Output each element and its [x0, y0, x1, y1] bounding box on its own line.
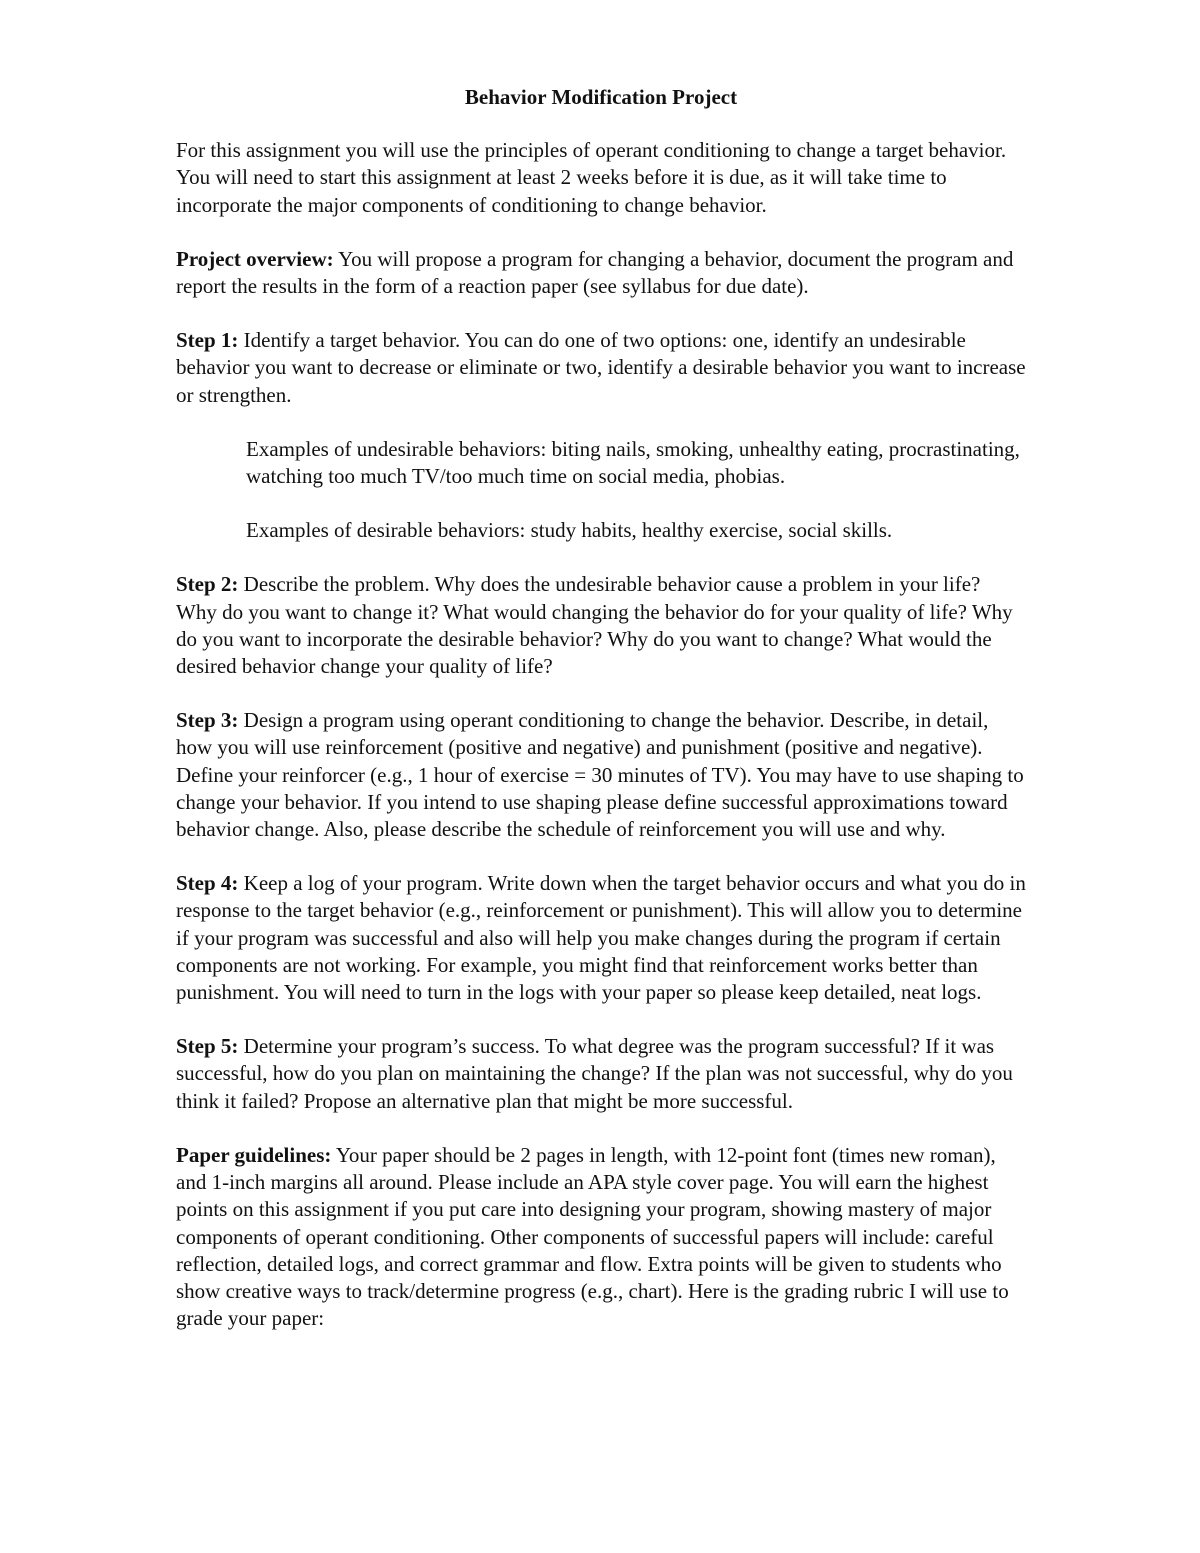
step-2-label: Step 2:: [176, 572, 239, 597]
examples-desirable-paragraph: Examples of desirable behaviors: study habits, healthy exercise, social skills.: [246, 518, 893, 543]
step-1-label: Step 1:: [176, 328, 239, 353]
paper-guidelines-text: Your paper should be 2 pages in length, with 12-point font (times new roman), and 1-inch margins all around. Please include an APA style cover page. You will earn the highest points on this assignment if you put care into designing your program, showing mastery of major components of operant conditioning. Other components of successful papers will include: careful reflection, detailed logs, and correct grammar and flow. Extra points will be given to students who show creative ways to track/determine progress (e.g., chart). Here is the grading rubric I will use to grade your paper:: [176, 1142, 1009, 1331]
document-page: [176, 84, 1026, 1359]
step-3-text: Design a program using operant conditioning to change the behavior. Describe, in detail, how you will use reinforcement (positive and negative) and punishment (positive and negative). Define your reinforcer (e.g., 1 hour of exercise = 30 minutes of TV). You may have to use shaping to change your behavior. If you intend to use shaping please define successful approximations toward behavior change. Also, please describe the schedule of reinforcement you will use and why.: [176, 708, 1024, 842]
step-5-paragraph: [176, 1033, 1026, 1115]
step-4-paragraph: [176, 870, 1026, 1006]
step-5-text: Determine your program’s success. To what degree was the program successful? If it was successful, how do you plan on maintaining the change? If the plan was not successful, why do you think it failed? Propose an alternative plan that might be more successful.: [176, 1034, 1013, 1113]
intro-paragraph: For this assignment you will use the principles of operant conditioning to change a target behavior. You will need to start this assignment at least 2 weeks before it is due, as it will take time to incorporate the major components of conditioning to change behavior.: [176, 138, 1007, 217]
step-3-label: Step 3:: [176, 708, 239, 733]
step-1-paragraph: [176, 327, 1026, 409]
examples-undesirable-paragraph: Examples of undesirable behaviors: biting nails, smoking, unhealthy eating, procrastinating, watching too much TV/too much time on social media, phobias.: [246, 436, 1020, 489]
step-4-label: Step 4:: [176, 871, 239, 896]
step-4-text: Keep a log of your program. Write down when the target behavior occurs and what you do in response to the target behavior (e.g., reinforcement or punishment). This will allow you to determine if your program was successful and also will help you make changes during the program if certain components are not working. For example, you might find that reinforcement works better than punishment. You will need to turn in the logs with your paper so please keep detailed, neat logs.: [176, 871, 1026, 1005]
step-3-paragraph: [176, 707, 1026, 843]
project-overview-label: Project overview:: [176, 246, 334, 271]
step-5-label: Step 5:: [176, 1034, 239, 1059]
step-2-text: Describe the problem. Why does the undesirable behavior cause a problem in your life? Why do you want to change it? What would changing the behavior do for your quality of life? Why do you want to incorporate the desirable behavior? Why do you want to change? What would the desired behavior change your quality of life?: [176, 572, 1013, 679]
step-1-text: Identify a target behavior. You can do one of two options: one, identify an undesirable behavior you want to decrease or eliminate or two, identify a desirable behavior you want to increase or strengthen.: [176, 328, 1026, 407]
paper-guidelines-label: Paper guidelines:: [176, 1142, 332, 1167]
project-overview-paragraph: [176, 246, 1026, 300]
paper-guidelines-paragraph: [176, 1142, 1026, 1332]
step-2-paragraph: [176, 571, 1026, 680]
project-overview-text: You will propose a program for changing a behavior, document the program and report the results in the form of a reaction paper (see syllabus for due date).: [176, 246, 1014, 299]
document-title: Behavior Modification Project: [464, 85, 738, 109]
